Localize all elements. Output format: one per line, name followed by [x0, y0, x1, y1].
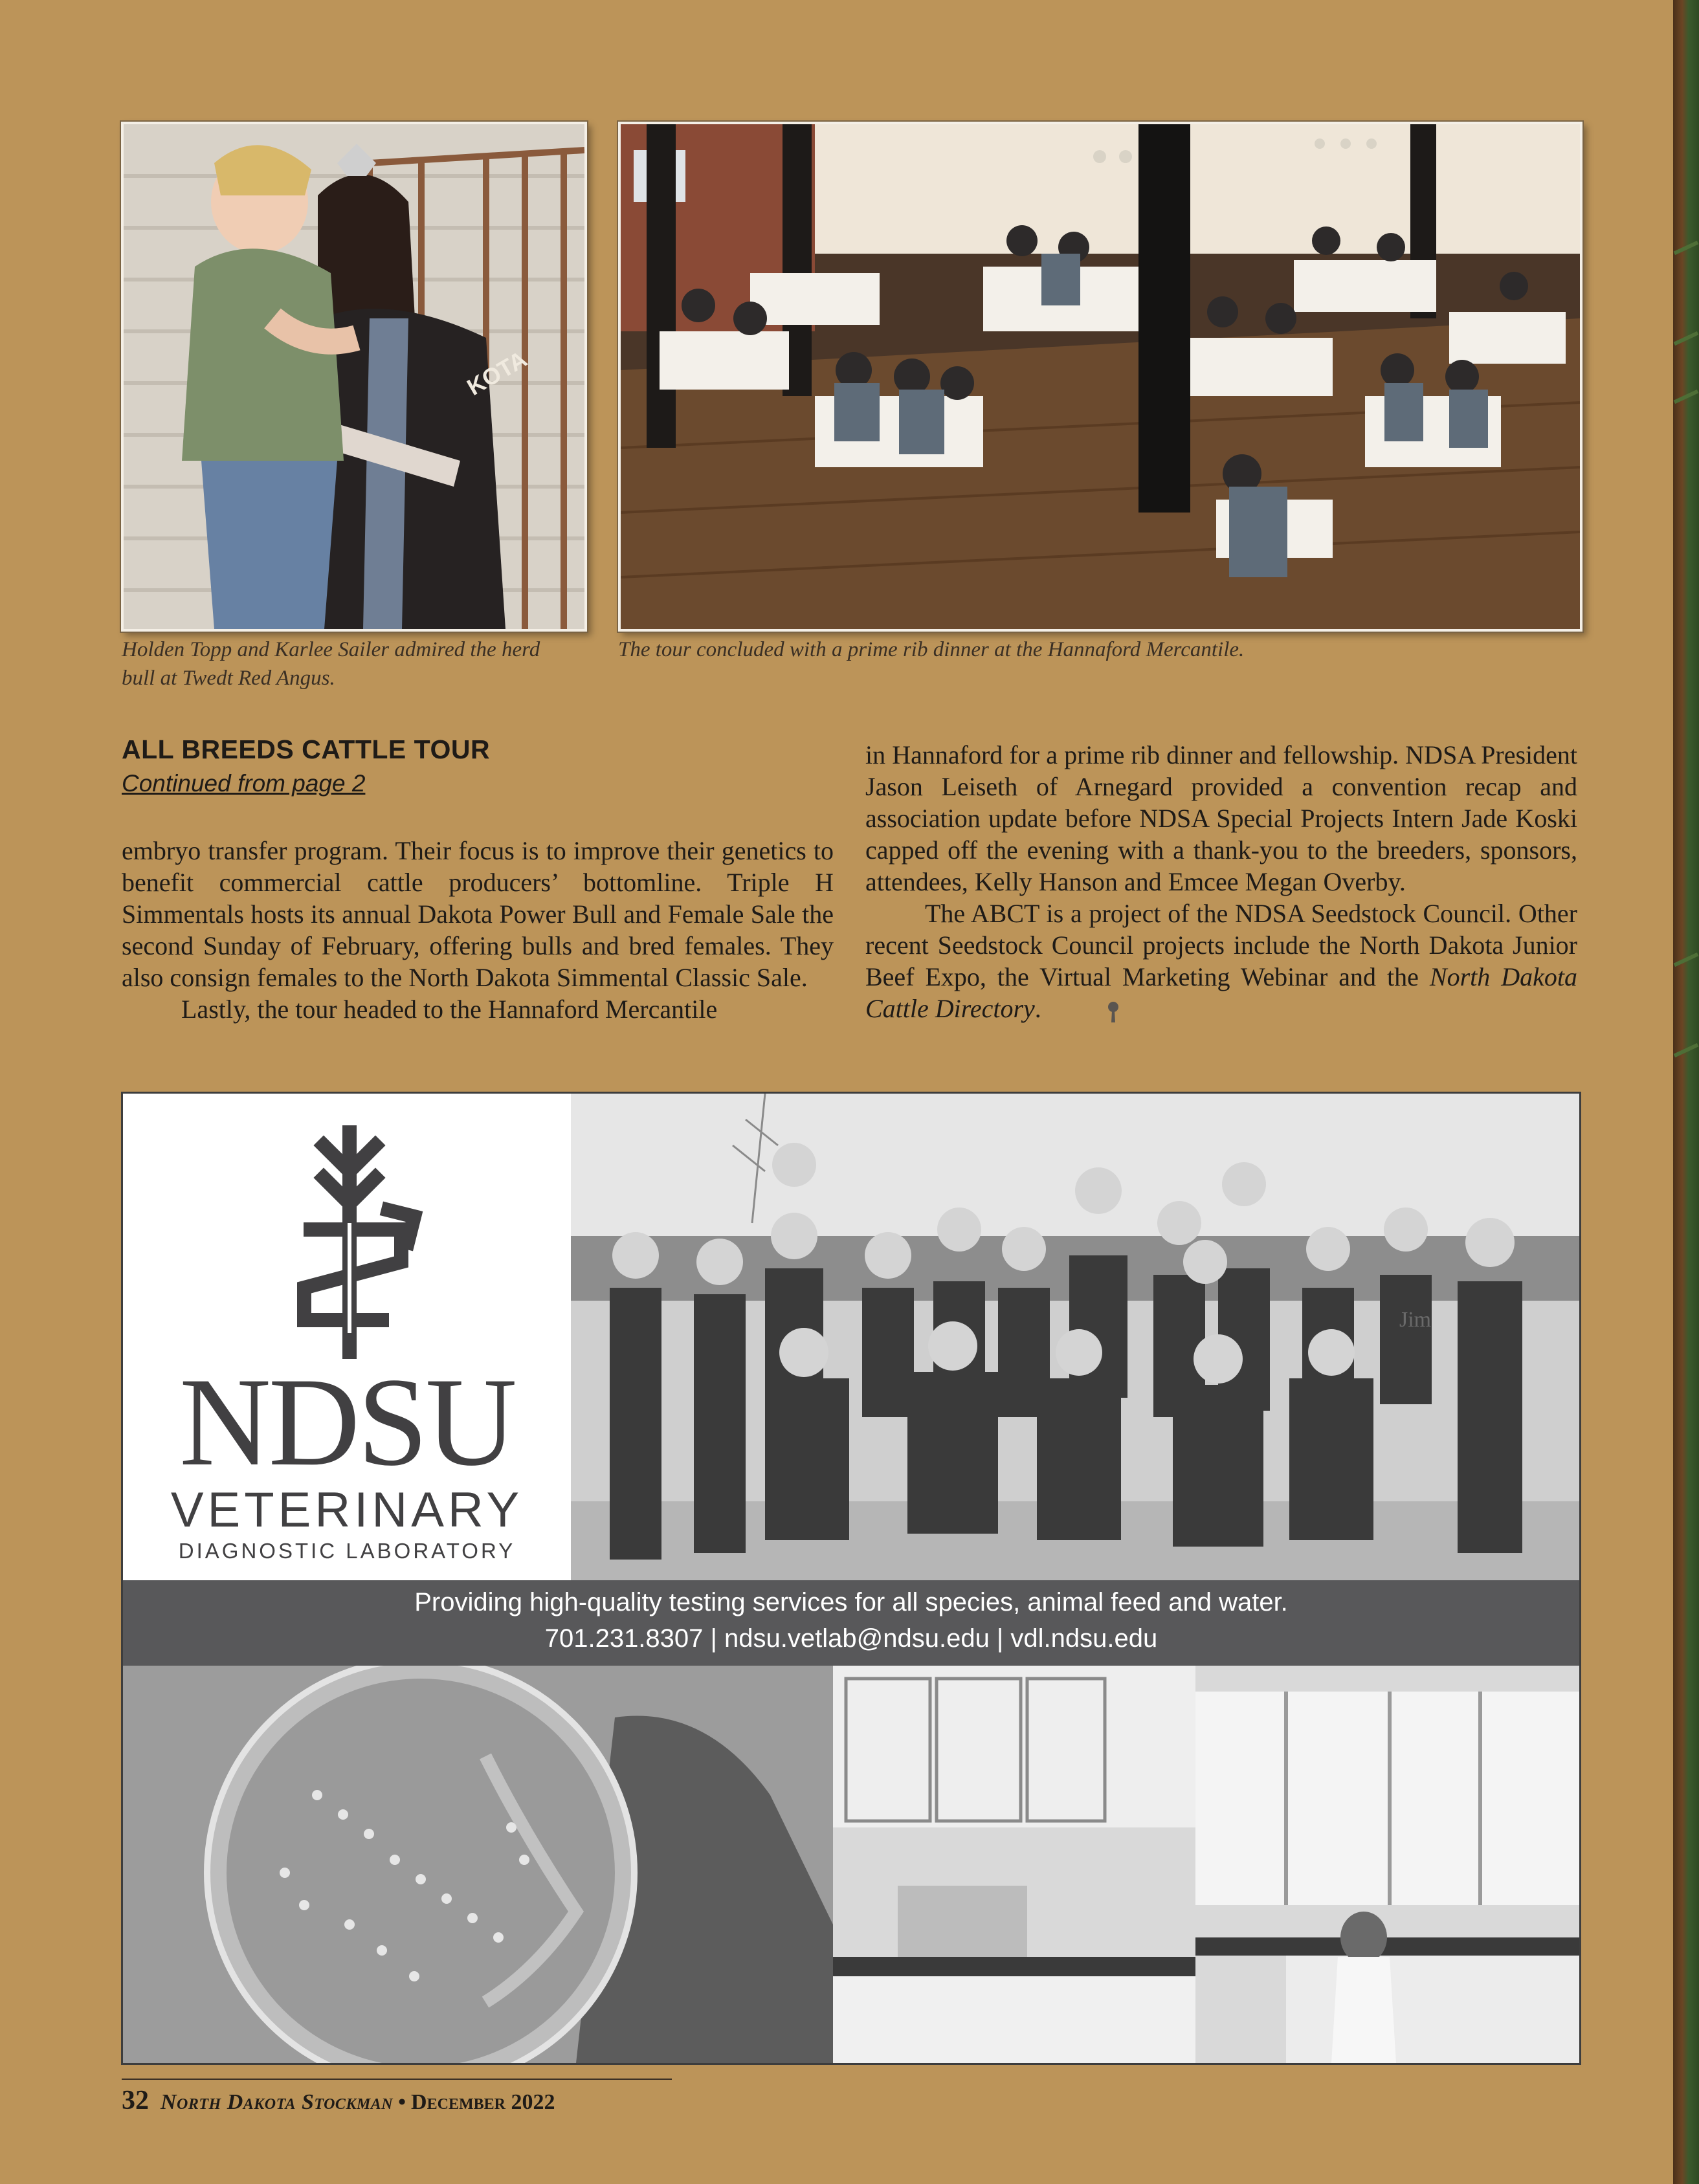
page-number: 32	[122, 2086, 149, 2115]
ad-contact-band	[123, 1580, 1579, 1666]
logo-veterinary: VETERINARY	[170, 1483, 524, 1538]
article-headline: ALL BREEDS CATTLE TOUR	[122, 734, 491, 764]
staff-group-photo	[571, 1094, 1579, 1580]
directory-title: North Dakota Cattle Directory	[865, 962, 1577, 1023]
publication-name: North Dakota Stockman	[161, 2090, 394, 2114]
ndsu-logo-panel	[123, 1094, 571, 1580]
footer-rule	[122, 2079, 672, 2080]
photo-caption-left: Holden Topp and Karlee Sailer admired the herd bull at Twedt Red Angus.	[122, 638, 540, 690]
page-footer	[122, 2085, 555, 2116]
sash-text: KOTA	[462, 345, 532, 401]
photo-dinner-hall	[618, 122, 1582, 632]
caduceus-wheat-logo-icon	[252, 1120, 447, 1359]
end-of-story-icon	[1047, 998, 1061, 1020]
article-paragraph: in Hannaford for a prime rib dinner and fellowship. NDSA President Jason Leiseth of Arnegard provided a convention recap and association update before NDSA Special Projects Intern Jade Koski capped off the evening with a thank-you to the breeders, sponsors, attendees, Kelly Hanson and Emcee Megan Overby.	[865, 740, 1577, 896]
article-paragraph: Lastly, the tour headed to the Hannaford Mercantile	[181, 995, 718, 1024]
article-text: .	[1034, 994, 1041, 1023]
logo-diagnostic-laboratory: DIAGNOSTIC LABORATORY	[178, 1539, 516, 1563]
page-edge-decoration	[1673, 0, 1699, 2184]
article-paragraph: embryo transfer program. Their focus is to improve their genetics to benefit commercial cattle producers’ bottomline. Triple H Simmentals hosts its annual Dakota Power Bull and Female Sale the second Sunday of February, offering bulls and bred females. They also consign females to the North Dakota Simmental Classic Sale.	[122, 836, 834, 992]
photo-boy-and-queen	[121, 122, 587, 632]
ad-contact-info: 701.231.8307 | ndsu.vetlab@ndsu.edu | vdl.ndsu.edu	[544, 1624, 1158, 1653]
ad-tagline: Providing high-quality testing services for all species, animal feed and water.	[414, 1588, 1288, 1616]
article-text: The ABCT is a project of the NDSA Seedstock Council. Other recent Seedstock Council projects include the North Dakota Junior Beef Expo, the Virtual Marketing Webinar and the	[865, 899, 1577, 991]
petri-dish-photo	[123, 1666, 833, 2063]
laboratory-photo	[833, 1666, 1579, 2063]
ndsu-vet-lab-ad	[121, 1092, 1581, 2065]
issue-date: December 2022	[411, 2090, 555, 2114]
continued-from-link[interactable]: Continued from page 2	[122, 770, 366, 797]
logo-ndsu: NDSU	[179, 1352, 515, 1492]
sweatshirt-text: Jim	[1399, 1308, 1432, 1332]
photo-caption-right: The tour concluded with a prime rib dinner at the Hannaford Mercantile.	[618, 638, 1245, 661]
footer-separator: •	[398, 2090, 406, 2114]
article-paragraph	[865, 898, 1577, 1024]
article-column-2	[865, 739, 1577, 1024]
article-column-1	[122, 835, 834, 1025]
